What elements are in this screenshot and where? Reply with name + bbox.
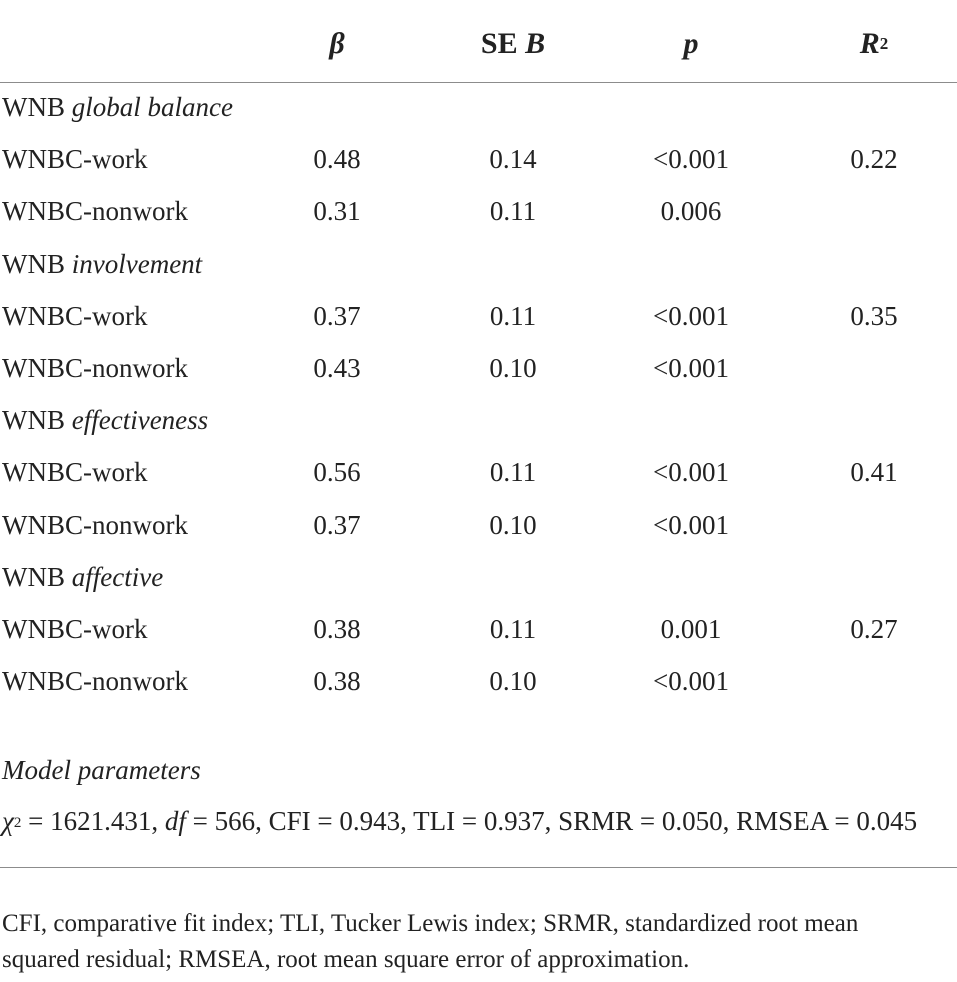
- cell-p: <0.001: [653, 510, 729, 540]
- group-prefix: WNB: [2, 562, 65, 592]
- cell-se: 0.11: [489, 196, 537, 226]
- row-label: WNBC-nonwork: [2, 196, 188, 226]
- cell-beta: 0.37: [313, 301, 361, 331]
- cell-se: 0.11: [489, 301, 537, 331]
- cell-beta: 0.31: [313, 196, 361, 226]
- group-heading: [2, 560, 163, 594]
- cell-p: 0.001: [660, 614, 722, 644]
- cell-r2: 0.41: [850, 457, 898, 487]
- bottom-rule: [0, 867, 957, 868]
- cell-se: 0.11: [489, 457, 537, 487]
- header-r-squared: $R^2$: [859, 27, 889, 60]
- cell-beta: 0.43: [313, 353, 361, 383]
- group-prefix: WNB: [2, 249, 65, 279]
- row-label: WNBC-work: [2, 614, 148, 644]
- model-fit-statistics: $\chi^2 = 1621.431$, df = 566, CFI = 0.943, TLI = 0.937, SRMR = 0.050, RMSEA = 0.045: [2, 806, 918, 836]
- cell-se: 0.10: [489, 353, 537, 383]
- cell-se: 0.14: [489, 144, 537, 174]
- group-name: affective: [71, 562, 164, 592]
- group-prefix: WNB: [2, 405, 65, 435]
- group-heading: [2, 90, 233, 124]
- header-p: p: [683, 27, 699, 60]
- model-parameters-title: Model parameters: [2, 755, 201, 785]
- group-heading: [2, 247, 202, 281]
- group-name: involvement: [71, 249, 203, 279]
- group-name: global balance: [71, 92, 233, 122]
- cell-se: 0.11: [489, 614, 537, 644]
- cell-p: <0.001: [653, 457, 729, 487]
- cell-r2: 0.27: [850, 614, 898, 644]
- row-label: WNBC-work: [2, 457, 148, 487]
- cell-r2: 0.22: [850, 144, 898, 174]
- cell-beta: 0.38: [313, 666, 361, 696]
- row-label: WNBC-work: [2, 301, 148, 331]
- cell-se: 0.10: [489, 666, 537, 696]
- table-footnote: CFI, comparative fit index; TLI, Tucker Lewis index; SRMR, standardized root mean squared residual; RMSEA, root mean square error of approximation.: [2, 910, 859, 973]
- row-label: WNBC-nonwork: [2, 353, 188, 383]
- row-label: WNBC-work: [2, 144, 148, 174]
- cell-r2: 0.35: [850, 301, 898, 331]
- row-label: WNBC-nonwork: [2, 666, 188, 696]
- cell-p: <0.001: [653, 666, 729, 696]
- cell-beta: 0.37: [313, 510, 361, 540]
- group-name: effectiveness: [71, 405, 209, 435]
- cell-p: 0.006: [660, 196, 722, 226]
- cell-p: <0.001: [653, 144, 729, 174]
- row-label: WNBC-nonwork: [2, 510, 188, 540]
- cell-p: <0.001: [653, 301, 729, 331]
- cell-p: <0.001: [653, 353, 729, 383]
- header-rule: [0, 82, 957, 83]
- header-se-b: SE B: [480, 27, 546, 60]
- cell-beta: 0.56: [313, 457, 361, 487]
- group-prefix: WNB: [2, 92, 65, 122]
- cell-beta: 0.48: [313, 144, 361, 174]
- cell-beta: 0.38: [313, 614, 361, 644]
- group-heading: [2, 403, 208, 437]
- header-beta: β: [329, 27, 345, 60]
- cell-se: 0.10: [489, 510, 537, 540]
